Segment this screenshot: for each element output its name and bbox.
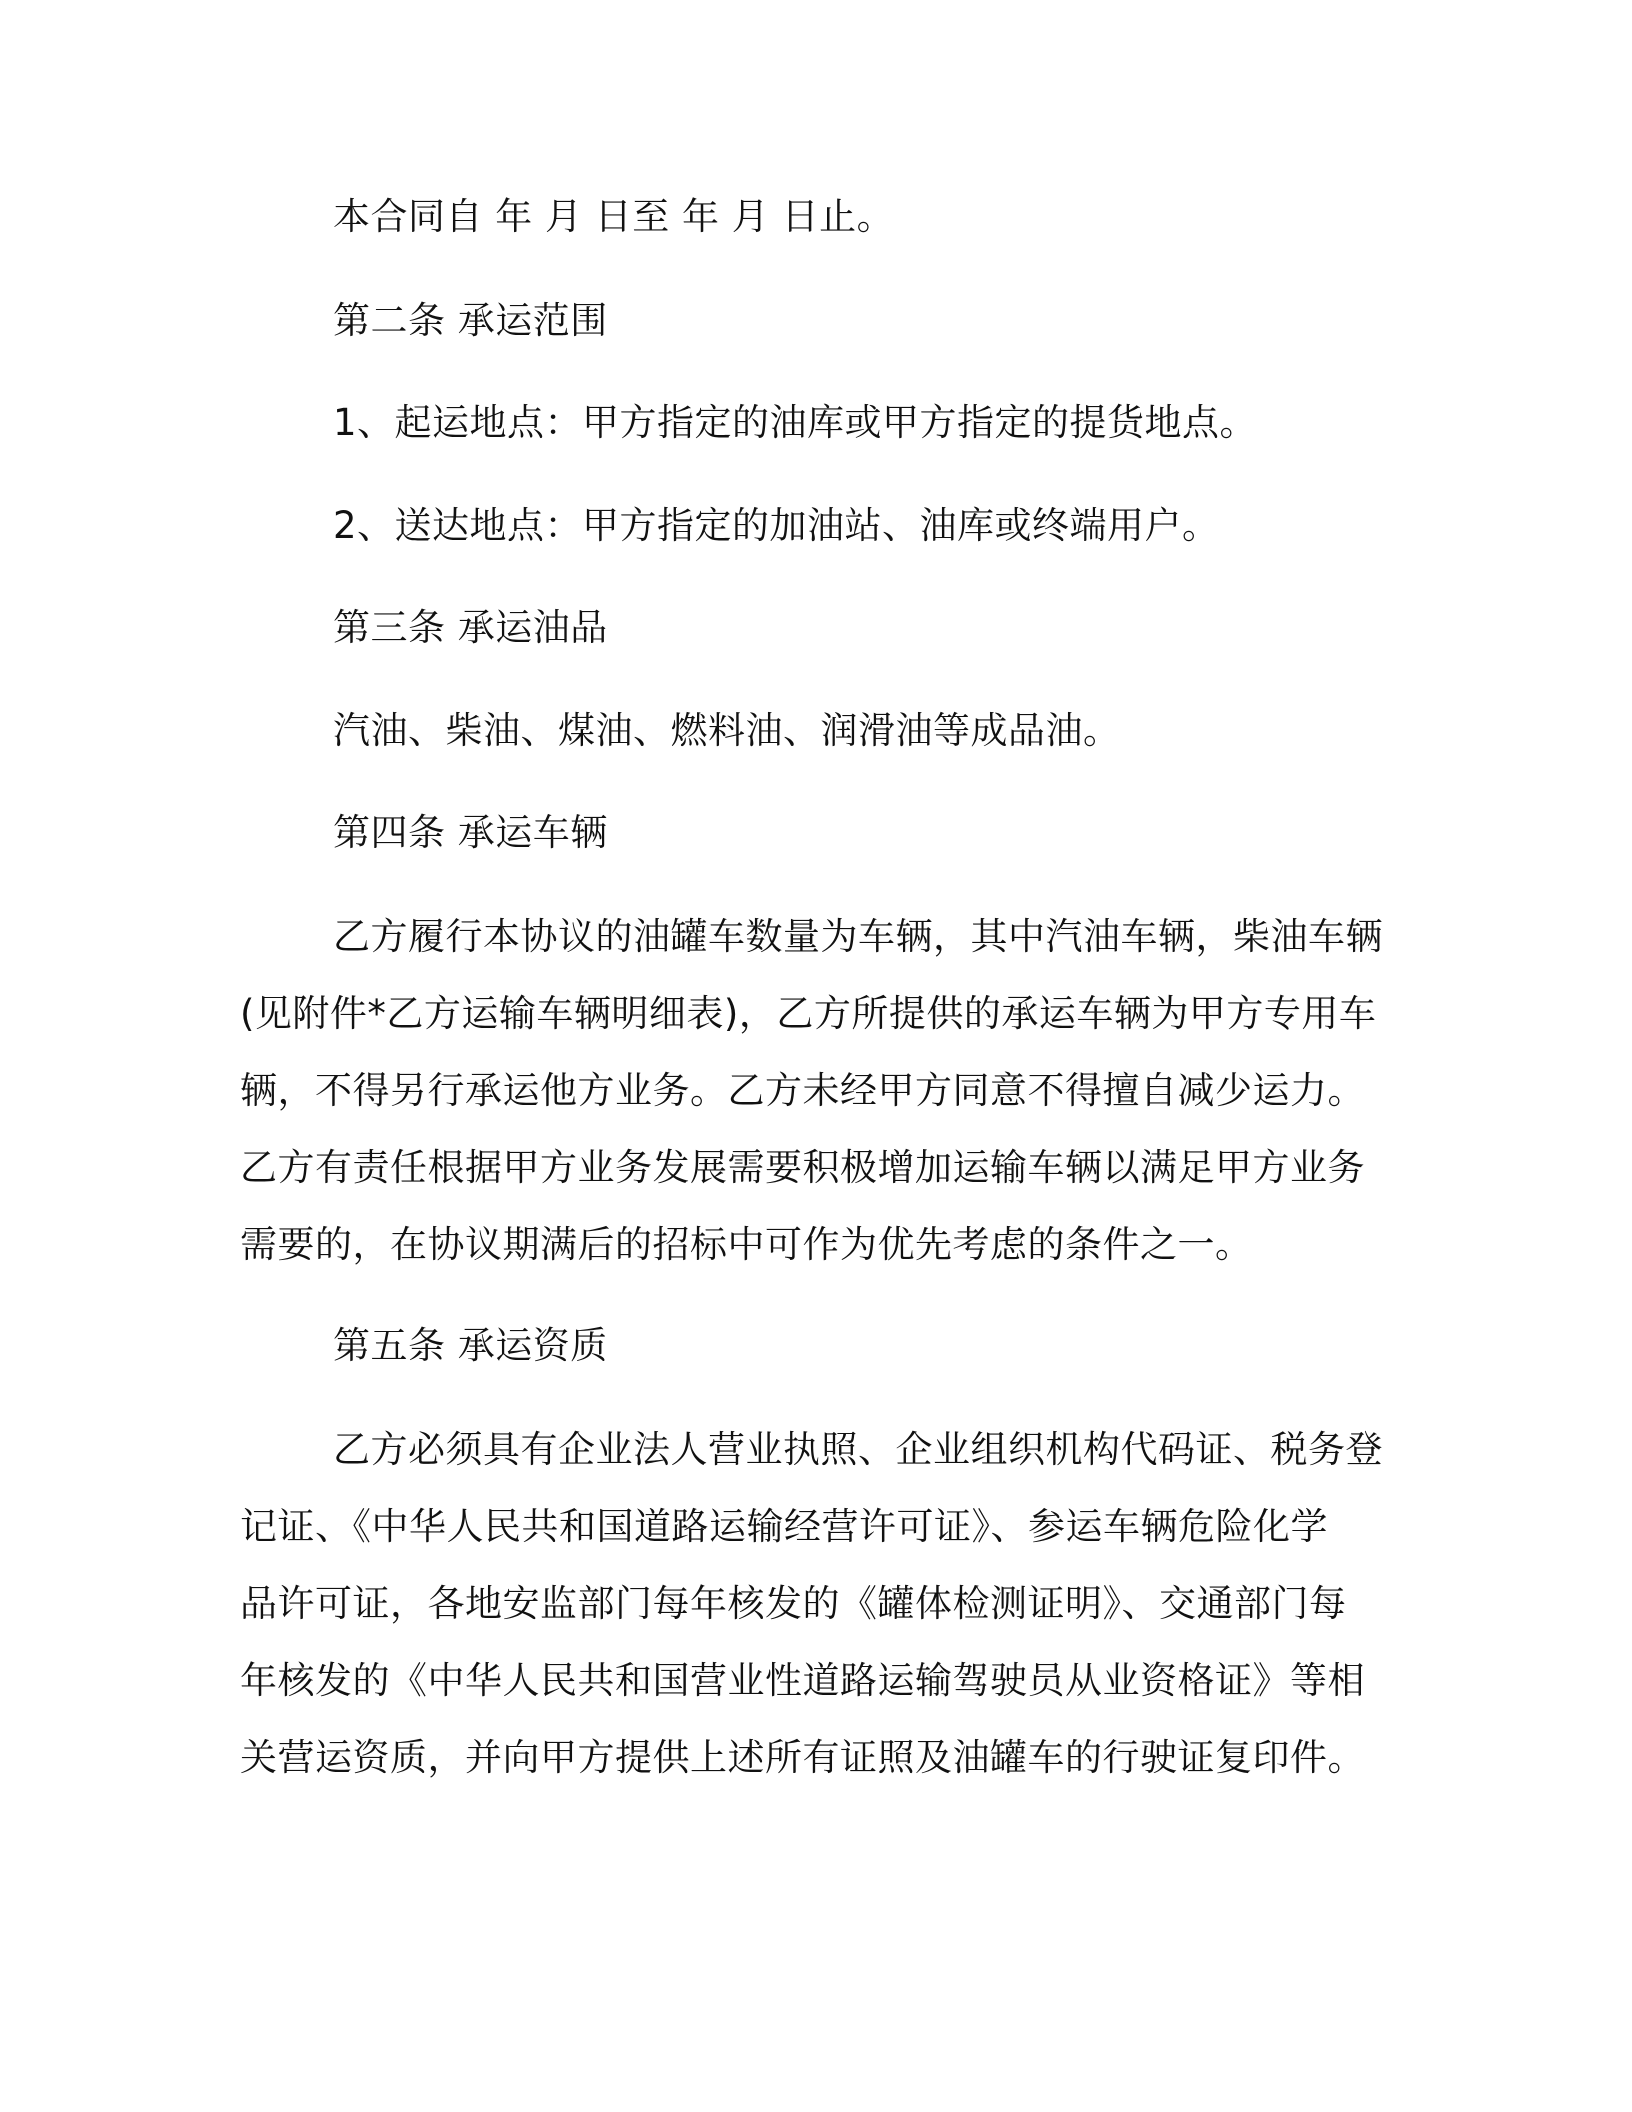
article4-line2: (见附件*乙方运输车辆明细表)，乙方所提供的承运车辆为甲方专用车 — [240, 992, 1377, 1035]
article5-line3: 品许可证，各地安监部门每年核发的《罐体检测证明》、交通部门每 — [240, 1582, 1347, 1625]
article3-heading: 第三条 承运油品 — [333, 606, 608, 649]
article2-item2: 2、送达地点：甲方指定的加油站、油库或终端用户。 — [333, 504, 1220, 547]
article4-line1: 乙方履行本协议的油罐车数量为车辆，其中汽油车辆，柴油车辆 — [333, 915, 1383, 958]
article4-line4: 乙方有责任根据甲方业务发展需要积极增加运输车辆以满足甲方业务 — [240, 1146, 1365, 1189]
article5-line2: 记证、《中华人民共和国道路运输经营许可证》、参运车辆危险化学 — [240, 1505, 1328, 1548]
article3-body: 汽油、柴油、煤油、燃料油、润滑油等成品油。 — [333, 709, 1121, 752]
article4-line5: 需要的，在协议期满后的招标中可作为优先考虑的条件之一。 — [240, 1223, 1253, 1266]
article5-heading: 第五条 承运资质 — [333, 1324, 608, 1367]
article2-heading: 第二条 承运范围 — [333, 299, 608, 342]
article4-heading: 第四条 承运车辆 — [333, 811, 608, 854]
article5-line5: 关营运资质，并向甲方提供上述所有证照及油罐车的行驶证复印件。 — [240, 1736, 1365, 1779]
article4-line3: 辆，不得另行承运他方业务。乙方未经甲方同意不得擅自减少运力。 — [240, 1069, 1365, 1112]
article5-line1: 乙方必须具有企业法人营业执照、企业组织机构代码证、税务登 — [333, 1428, 1383, 1471]
contract-term-line: 本合同自 年 月 日至 年 月 日止。 — [333, 195, 895, 238]
article2-item1: 1、起运地点：甲方指定的油库或甲方指定的提货地点。 — [333, 401, 1258, 444]
article5-line4: 年核发的《中华人民共和国营业性道路运输驾驶员从业资格证》等相 — [240, 1659, 1365, 1702]
